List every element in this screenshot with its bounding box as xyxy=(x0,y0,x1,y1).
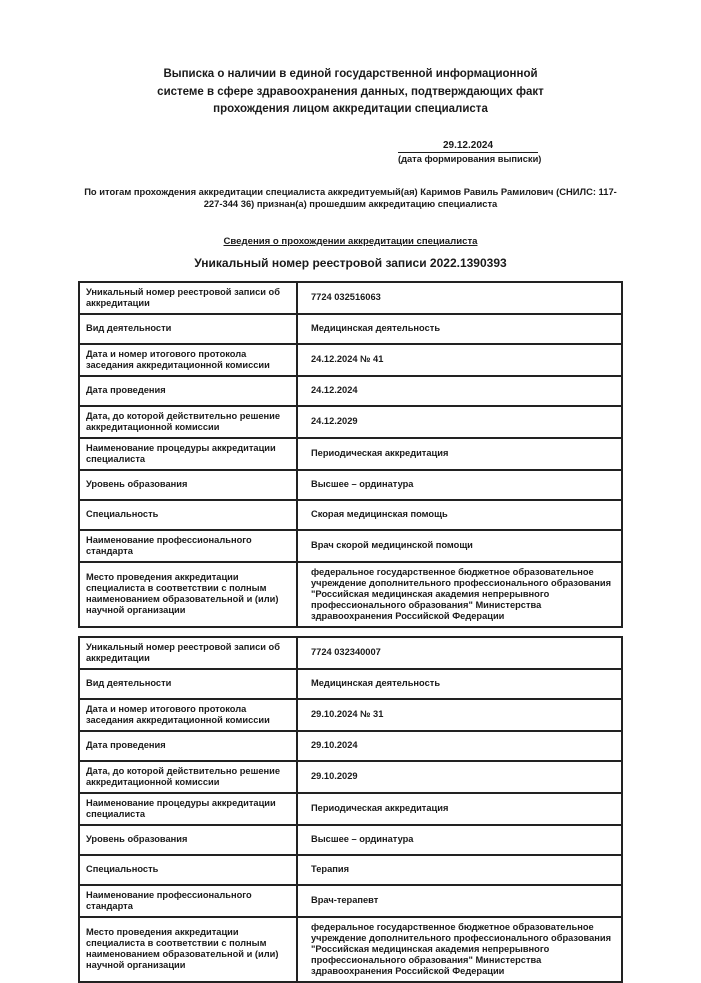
row-label: Дата и номер итогового протокола заседания аккредитационной комиссии xyxy=(79,344,297,376)
row-value: Медицинская деятельность xyxy=(297,314,622,344)
row-value: 24.12.2029 xyxy=(297,406,622,438)
row-label: Вид деятельности xyxy=(79,669,297,699)
row-value: Врач скорой медицинской помощи xyxy=(297,530,622,562)
table-row xyxy=(79,637,622,669)
row-label: Наименование профессионального стандарта xyxy=(79,530,297,562)
document-title xyxy=(0,0,701,119)
row-label: Место проведения аккредитации специалиста в соответствии с полным наименованием образовательной и (или) научной организации xyxy=(79,562,297,627)
row-label: Уровень образования xyxy=(79,470,297,500)
row-value: Врач-терапевт xyxy=(297,885,622,917)
row-label: Дата проведения xyxy=(79,376,297,406)
table-row xyxy=(79,699,622,731)
table-row xyxy=(79,344,622,376)
section-heading: Сведения о прохождении аккредитации специалиста xyxy=(223,235,478,247)
row-value: 29.10.2024 № 31 xyxy=(297,699,622,731)
row-value: Скорая медицинская помощь xyxy=(297,500,622,530)
table-row xyxy=(79,669,622,699)
row-label: Специальность xyxy=(79,855,297,885)
row-label: Дата проведения xyxy=(79,731,297,761)
accreditation-record-table-1 xyxy=(78,281,623,628)
document-title-line: прохождения лицом аккредитации специалиста xyxy=(213,103,488,115)
row-label: Дата и номер итогового протокола заседания аккредитационной комиссии xyxy=(79,699,297,731)
row-value: федеральное государственное бюджетное образовательное учреждение дополнительного профессионального образования "Российская медицинская академия непрерывного профессионального образования" Министерства здравоохранения Российской Федерации xyxy=(297,562,622,627)
registry-number-heading: Уникальный номер реестровой записи 2022.1390393 xyxy=(194,255,507,270)
row-value: Периодическая аккредитация xyxy=(297,793,622,825)
table-row xyxy=(79,500,622,530)
row-value: Медицинская деятельность xyxy=(297,669,622,699)
table-row xyxy=(79,470,622,500)
formation-date: 29.12.2024 xyxy=(398,140,538,153)
table-row xyxy=(79,731,622,761)
table-row xyxy=(79,855,622,885)
table-row xyxy=(79,917,622,982)
table-row xyxy=(79,761,622,793)
table-row xyxy=(79,793,622,825)
formation-date-block xyxy=(398,139,542,164)
row-label: Уровень образования xyxy=(79,825,297,855)
row-value: 29.10.2024 xyxy=(297,731,622,761)
row-label: Наименование процедуры аккредитации специалиста xyxy=(79,793,297,825)
row-label: Уникальный номер реестровой записи об аккредитации xyxy=(79,282,297,314)
table-row xyxy=(79,282,622,314)
row-value: Периодическая аккредитация xyxy=(297,438,622,470)
row-label: Специальность xyxy=(79,500,297,530)
table-row xyxy=(79,530,622,562)
row-label: Место проведения аккредитации специалиста в соответствии с полным наименованием образовательной и (или) научной организации xyxy=(79,917,297,982)
document-title-line: Выписка о наличии в единой государственной информационной xyxy=(163,68,538,80)
row-label: Дата, до которой действительно решение аккредитационной комиссии xyxy=(79,761,297,793)
table-row xyxy=(79,406,622,438)
row-label: Наименование профессионального стандарта xyxy=(79,885,297,917)
row-value: Высшее – ординатура xyxy=(297,470,622,500)
row-value: 24.12.2024 xyxy=(297,376,622,406)
row-label: Вид деятельности xyxy=(79,314,297,344)
row-value: 24.12.2024 № 41 xyxy=(297,344,622,376)
table-row xyxy=(79,885,622,917)
row-value: Высшее – ординатура xyxy=(297,825,622,855)
row-value: федеральное государственное бюджетное образовательное учреждение дополнительного профессионального образования "Российская медицинская академия непрерывного профессионального образования" Министерства здравоохранения Российской Федерации xyxy=(297,917,622,982)
row-value: Терапия xyxy=(297,855,622,885)
formation-date-caption: (дата формирования выписки) xyxy=(398,153,542,164)
intro-paragraph: По итогам прохождения аккредитации специалиста аккредитуемый(ая) Каримов Равиль Рамилович (СНИЛС: 117-227-344 36) признан(а) прошедшим аккредитацию специалиста xyxy=(84,185,617,209)
table-row xyxy=(79,562,622,627)
table-row xyxy=(79,825,622,855)
table-row xyxy=(79,376,622,406)
row-value: 7724 032516063 xyxy=(297,282,622,314)
table-row xyxy=(79,438,622,470)
row-value: 29.10.2029 xyxy=(297,761,622,793)
accreditation-record-table-2 xyxy=(78,636,623,983)
row-label: Наименование процедуры аккредитации специалиста xyxy=(79,438,297,470)
row-value: 7724 032340007 xyxy=(297,637,622,669)
document-title-line: системе в сфере здравоохранения данных, подтверждающих факт xyxy=(157,85,544,98)
row-label: Уникальный номер реестровой записи об аккредитации xyxy=(79,637,297,669)
table-row xyxy=(79,314,622,344)
row-label: Дата, до которой действительно решение аккредитационной комиссии xyxy=(79,406,297,438)
